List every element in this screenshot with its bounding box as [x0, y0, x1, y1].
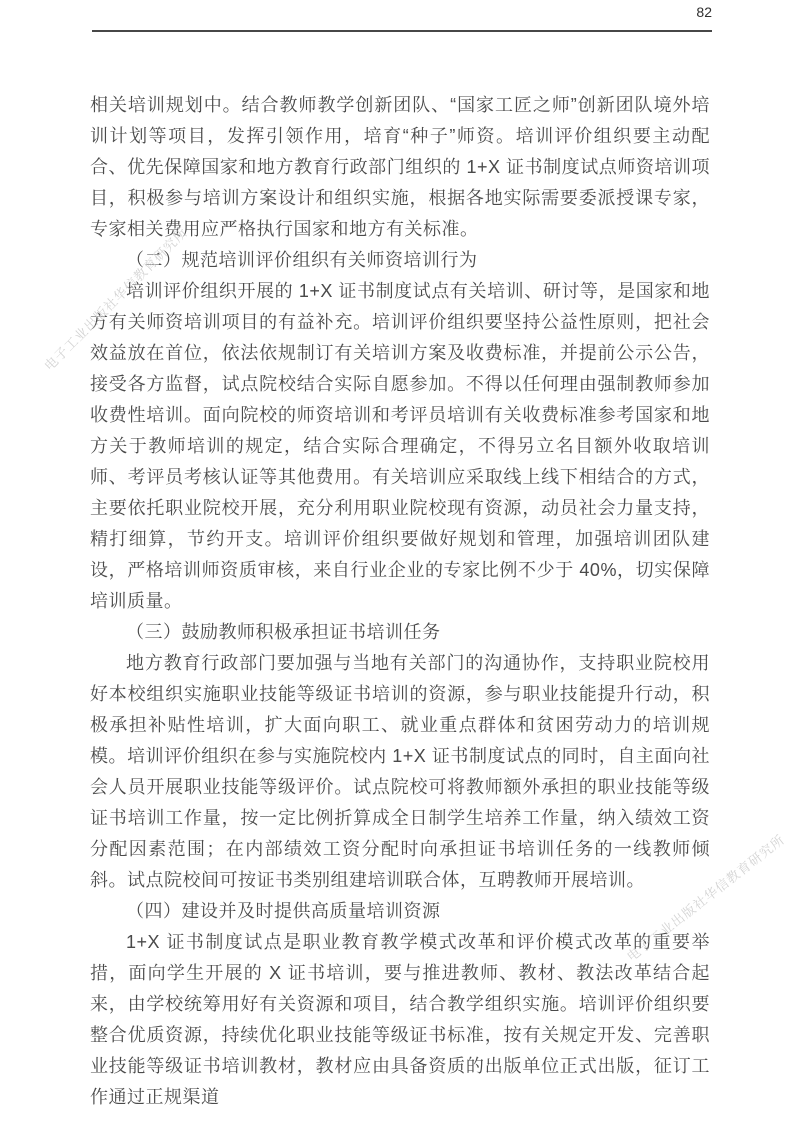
publisher-watermark: 电子工业出版社华信教育研究所	[623, 831, 788, 965]
body-paragraph: 地方教育行政部门要加强与当地有关部门的沟通协作，支持职业院校用好本校组织实施职业技能等级证书培训的资源，参与职业技能提升行动，积极承担补贴性培训，扩大面向职工、就业重点群体和贫困劳动力的培训规模。培训评价组织在参与实施院校内 1+X 证书制度试点的同时，自主面向社会人员开展职业技能等级评价。试点院校可将教师额外承担的职业技能等级证书培训工作量，按一定比例折算成全日制学生培养工作量，纳入绩效工资分配因素范围；在内部绩效工资分配时向承担证书培训任务的一线教师倾斜。试点院校间可按证书类别组建培训联合体，互聘教师开展培训。	[90, 653, 710, 890]
document-body	[90, 90, 710, 1113]
section-heading: （四）建设并及时提供高质量培训资源	[126, 901, 441, 921]
header-rule	[92, 30, 712, 32]
body-paragraph: 相关培训规划中。结合教师教学创新团队、“国家工匠之师”创新团队境外培训计划等项目，发挥引领作用，培育“种子”师资。培训评价组织要主动配合、优先保障国家和地方教育行政部门组织的 1+X 证书制度试点师资培训项目，积极参与培训方案设计和组织实施，根据各地实际需要委派授课专家，专家相关费用应严格执行国家和地方有关标准。	[90, 95, 710, 239]
body-paragraph: 1+X 证书制度试点是职业教育教学模式改革和评价模式改革的重要举措，面向学生开展的 X 证书培训，要与推进教师、教材、教法改革结合起来，由学校统筹用好有关资源和项目，结合教学组织实施。培训评价组织要整合优质资源，持续优化职业技能等级证书标准，按有关规定开发、完善职业技能等级证书培训教材，教材应由具备资质的出版单位正式出版，征订工作通过正规渠道	[90, 932, 710, 1107]
section-heading: （三）鼓励教师积极承担证书培训任务	[126, 622, 441, 642]
publisher-watermark: 电子工业出版社华信教育研究所	[41, 224, 191, 374]
body-paragraph: 培训评价组织开展的 1+X 证书制度试点有关培训、研讨等，是国家和地方有关师资培训项目的有益补充。培训评价组织要坚持公益性原则，把社会效益放在首位，依法依规制订有关培训方案及收费标准，并提前公示公告，接受各方监督，试点院校结合实际自愿参加。不得以任何理由强制教师参加收费性培训。面向院校的师资培训和考评员培训有关收费标准参考国家和地方关于教师培训的规定，结合实际合理确定，不得另立名目额外收取培训师、考评员考核认证等其他费用。有关培训应采取线上线下相结合的方式，主要依托职业院校开展，充分利用职业院校现有资源，动员社会力量支持，精打细算，节约开支。培训评价组织要做好规划和管理，加强培训团队建设，严格培训师资质审核，来自行业企业的专家比例不少于 40%，切实保障培训质量。	[90, 281, 710, 611]
section-heading: （二）规范培训评价组织有关师资培训行为	[126, 250, 478, 270]
page-number: 82	[696, 4, 712, 20]
